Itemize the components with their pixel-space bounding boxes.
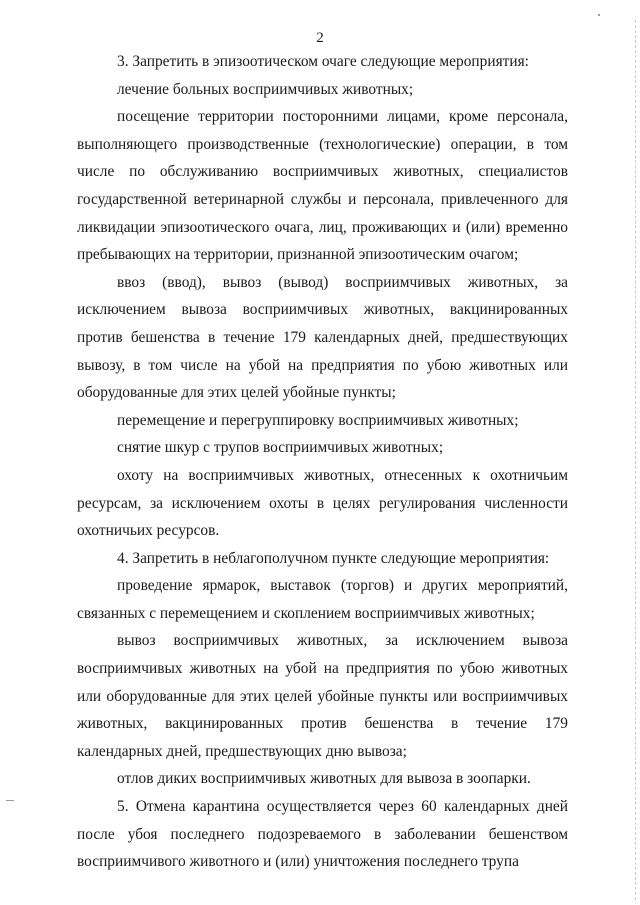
- paragraph-item-3-heading: 3. Запретить в эпизоотическом очаге следующие мероприятия:: [117, 53, 529, 70]
- paragraph-fairs-ban: проведение ярмарок, выставок (торгов) и других мероприятий, связанных с перемещением и скоплением восприимчивых животных;: [77, 577, 568, 622]
- paragraph-import-export-ban: ввоз (ввод), вывоз (вывод) восприимчивых животных, за исключением вывоза восприимчивых животных, вакцинированных против бешенства в течение 179 календарных дней, предшествующих вывозу, в том числе на убой на предприятия по убою животных или оборудованные для этих целей убойные пункты;: [77, 273, 568, 402]
- page-number: 2: [316, 30, 324, 46]
- paragraph-item-5-quarantine: 5. Отмена карантина осуществляется через 60 календарных дней после убоя последнего подозреваемого в заболевании бешенством восприимчивого животного и (или) уничтожения последнего трупа: [77, 798, 568, 871]
- document-body: [77, 48, 568, 876]
- paragraph-removal-ban: вывоз восприимчивых животных, за исключением вывоза восприимчивых животных на убой на предприятия по убою животных или оборудованные для этих целей убойные пункты или восприимчивых животных, вакцинированных против бешенства в течение 179 календарных дней, предшествующих дню вывоза;: [77, 632, 568, 760]
- scan-edge-line: [635, 20, 636, 900]
- paragraph-treatment-ban: лечение больных восприимчивых животных;: [117, 80, 414, 98]
- paragraph-trapping-ban: отлов диких восприимчивых животных для вывоза в зоопарки.: [117, 770, 531, 788]
- paragraph-skinning-ban: снятие шкур с трупов восприимчивых животных;: [117, 439, 444, 457]
- paragraph-regrouping-ban: перемещение и перегруппировку восприимчивых животных;: [117, 411, 519, 429]
- scan-artifact-mark: [6, 800, 14, 801]
- paragraph-visit-ban: посещение территории посторонними лицами, кроме персонала, выполняющего производственные (технологические) операции, в том числе по обслуживанию восприимчивых животных, специалистов государственной ветеринарной службы и персонала, привлеченного для ликвидации эпизоотического очага, лиц, проживающих и (или) временно пребывающих на территории, признанной эпизоотическим очагом;: [77, 108, 568, 264]
- scan-artifact-dot: [598, 14, 600, 16]
- paragraph-item-4-heading: 4. Запретить в неблагополучном пункте следующие мероприятия:: [117, 549, 550, 567]
- paragraph-hunting-ban: охоту на восприимчивых животных, отнесенных к охотничьим ресурсам, за исключением охоты в целях регулирования численности охотничьих ресурсов.: [77, 466, 568, 540]
